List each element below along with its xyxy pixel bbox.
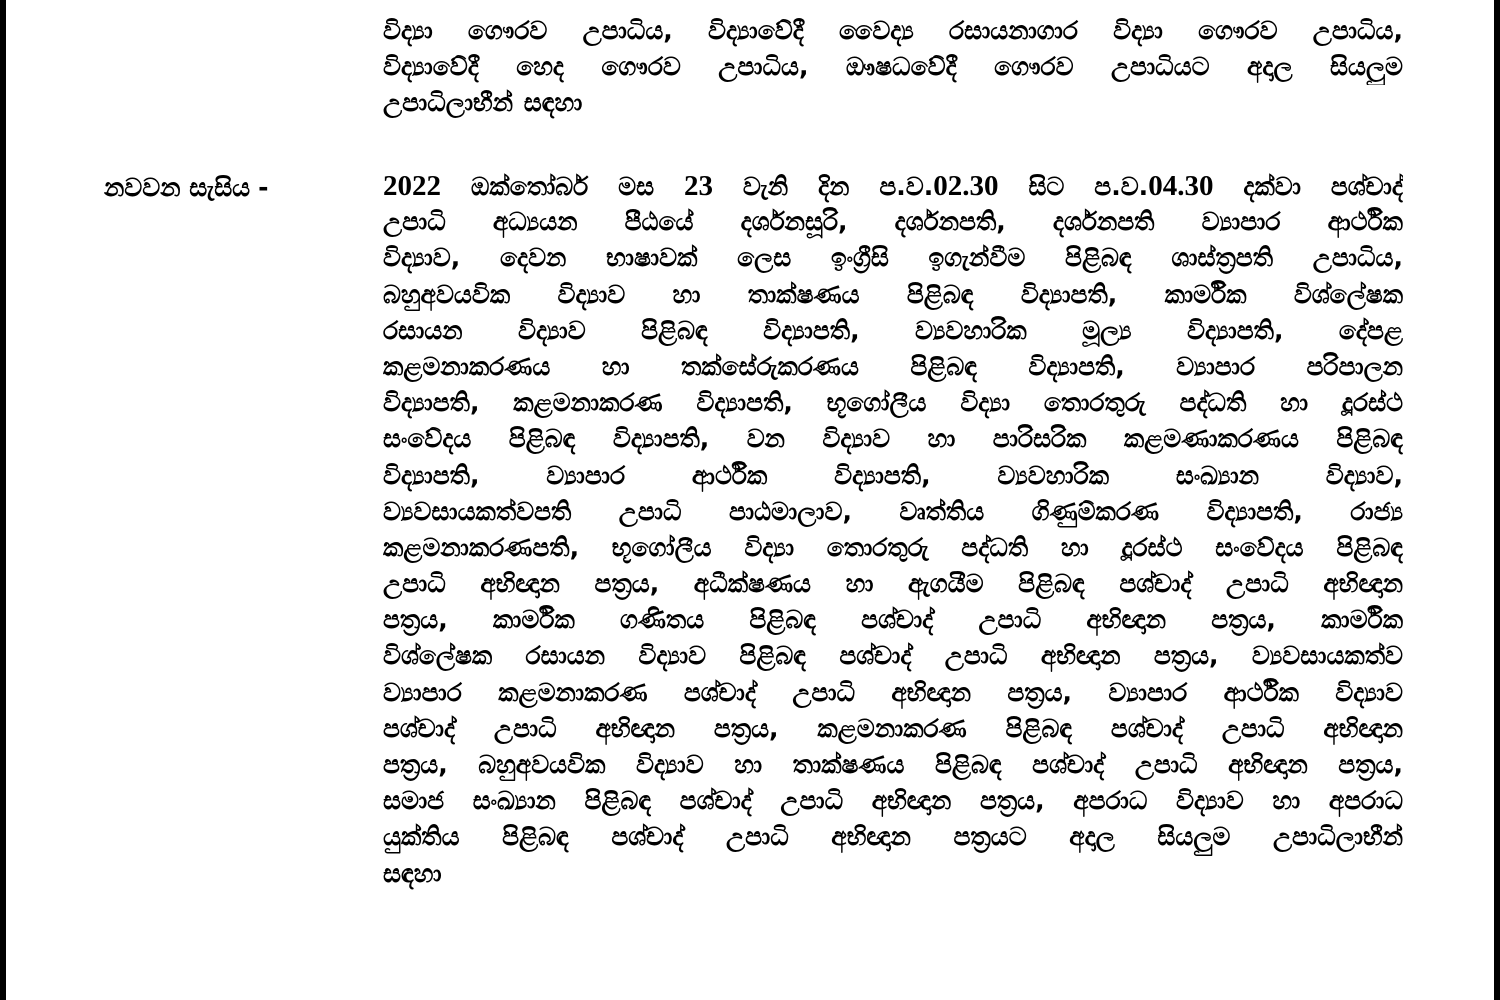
- month-text: ඔක්තෝබර් මස: [470, 172, 655, 201]
- session-label: [104, 168, 344, 207]
- text-line: විද්‍යාවේදී හෙද ගෞරව උපාධිය, ඖෂධවේදී ගෞරව උපාධියට අදාල සියලුම: [383, 52, 1403, 82]
- text-line: විද්‍යාපති, ව්‍යාපාර ආර්ථික විද්‍යාපති, ව්‍යවහාරික සංඛ්‍යාන විද්‍යාව,: [383, 460, 1403, 490]
- session-description: [383, 168, 1403, 892]
- text-line: විද්‍යා ගෞරව උපාධිය, විද්‍යාවේදී වෛද්‍ය රසායනාගාර විද්‍යා ගෞරව උපාධිය,: [383, 16, 1403, 45]
- text-line: පත්‍රය, බහුඅවයවික විද්‍යාව හා තාක්ෂණය පිළිබඳ පශ්චාද් උපාධි අභිඥාන පත්‍රය,: [383, 750, 1403, 779]
- mid-text: සිට ප.ව.: [1028, 172, 1149, 201]
- day-suffix-text: වැනි දින ප.ව.: [742, 172, 934, 201]
- year-text: 2022: [383, 170, 441, 202]
- session-label-dash: -: [258, 173, 269, 202]
- text-line: උපාධි අභිඥාන පත්‍රය, අධීක්ෂණය හා ඇගයීම පිළිබඳ පශ්චාද් උපාධි අභිඥාන: [383, 569, 1403, 599]
- start-time-text: 02.30: [933, 170, 999, 202]
- text-line: රසායන විද්‍යාව පිළිබඳ විද්‍යාපති, ව්‍යවහාරික මූල්‍ය විද්‍යාපති, දේපළ: [383, 315, 1403, 345]
- text-line: ව්‍යවසායකත්වපති උපාධි පාඨමාලාව, වෘත්තිය ගිණුම්කරණ විද්‍යාපති, රාජ්‍ය: [383, 496, 1403, 526]
- text-line: උපාධිලාභීන් සඳහා: [383, 88, 583, 118]
- previous-session-text-visible: [383, 13, 1403, 122]
- text-line: විශ්ලේෂක රසායන විද්‍යාව පිළිබඳ පශ්චාද් උපාධි අභිඥාන පත්‍රය, ව්‍යවසායකත්ව: [383, 641, 1403, 671]
- text-line: ව්‍යාපාර කළමනාකරණ පශ්චාද් උපාධි අභිඥාන පත්‍රය, ව්‍යාපාර ආර්ථික විද්‍යාව: [383, 677, 1403, 707]
- text-line: පත්‍රය, කාර්මික ගණිතය පිළිබඳ පශ්චාද් උපාධි අභිඥාන පත්‍රය, කාර්මික: [383, 605, 1403, 635]
- day-text: 23: [684, 170, 714, 202]
- text-line: සමාජ සංඛ්‍යාන පිළිබඳ පශ්චාද් උපාධි අභිඥාන පත්‍රය, අපරාධ විද්‍යාව හා අපරාධ: [383, 786, 1403, 816]
- end-text: දක්වා පශ්චාද්: [1243, 172, 1403, 201]
- text-line: විද්‍යාපති, කළමනාකරණ විද්‍යාපති, භූගෝලීය විද්‍යා තොරතුරු පද්ධති හා දූරස්ථ: [383, 388, 1403, 418]
- text-line: සඳහා: [383, 858, 442, 888]
- session-label-text: නවවන සැසිය: [104, 173, 251, 202]
- text-line: සංවේදය පිළිබඳ විද්‍යාපති, වන විද්‍යාව හා පාරිසරික කළමණාකරණය පිළිබඳ: [383, 424, 1403, 454]
- text-line: විද්‍යාව, දෙවන භාෂාවක් ලෙස ඉංග්‍රීසි ඉගැන්වීම පිළිබඳ ශාස්ත්‍රපති උපාධිය,: [383, 243, 1403, 273]
- end-time-text: 04.30: [1148, 170, 1214, 202]
- session-date-line: [383, 168, 1403, 204]
- text-line: පශ්චාද් උපාධි අභිඥාන පත්‍රය, කළමනාකරණ පිළිබඳ පශ්චාද් උපාධි අභිඥාන: [383, 713, 1403, 743]
- text-line: උපාධි අධ්‍යයන පීඨයේ දර්ශනසූරි, දර්ශනපති, දර්ශනපති ව්‍යාපාර ආර්ථික: [383, 207, 1403, 237]
- text-line: කළමනාකරණය හා තක්සේරුකරණය පිළිබඳ විද්‍යාපති, ව්‍යාපාර පරිපාලන: [383, 351, 1403, 381]
- text-line: යුක්තිය පිළිබඳ පශ්චාද් උපාධි අභිඥාන පත්‍රයට අදාල සියලුම උපාධිලාභීන්: [383, 822, 1403, 852]
- text-line: බහුඅවයවික විද්‍යාව හා තාක්ෂණය පිළිබඳ විද්‍යාපති, කාර්මික විශ්ලේෂක: [383, 279, 1403, 309]
- text-line: කළමනාකරණපති, භූගෝලීය විද්‍යා තොරතුරු පද්ධති හා දූරස්ථ සංවේදය පිළිබඳ: [383, 532, 1403, 562]
